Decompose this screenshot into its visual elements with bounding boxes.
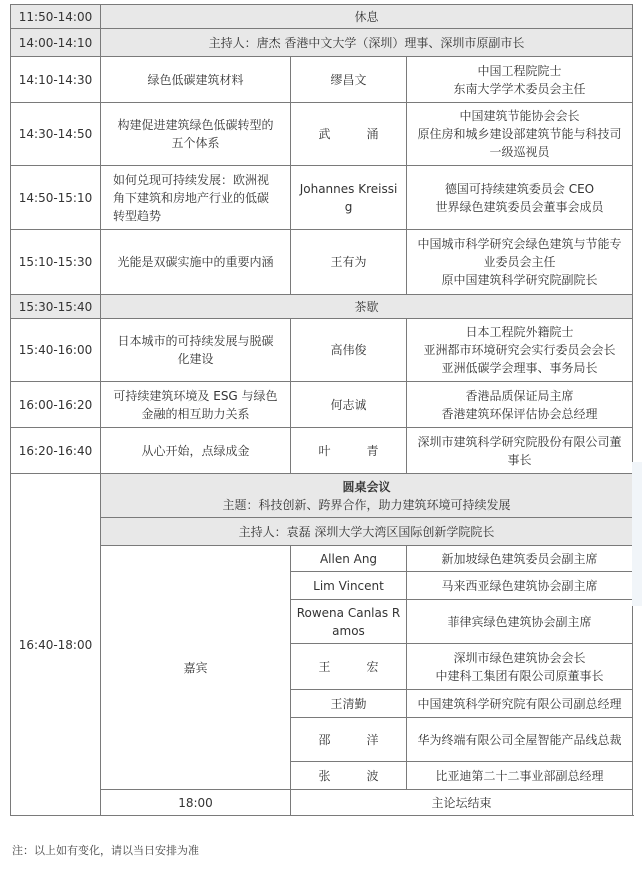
time-cell: 18:00 — [101, 790, 291, 816]
speaker-cell: 王有为 — [291, 230, 407, 295]
speaker-title-cell: 日本工程院外籍院士 亚洲都市环境研究会实行委员会会长 亚洲低碳学会理事、事务局长 — [407, 319, 633, 382]
speaker-title-cell: 中国工程院院士 东南大学学术委员会主任 — [407, 57, 633, 103]
guest-name-cell — [291, 762, 407, 790]
guest-title-cell: 深圳市绿色建筑协会会长 中建科工集团有限公司原董事长 — [407, 644, 633, 690]
footnote: 注：以上如有变化，请以当日安排为准 — [12, 844, 199, 857]
schedule-row-talk — [11, 103, 633, 166]
guest-name: 王 宏 — [318, 659, 391, 674]
schedule-row-host — [11, 29, 633, 57]
speaker-cell: 何志诚 — [291, 382, 407, 428]
session-cell: 休息 — [101, 5, 633, 29]
guest-name-cell: 王清勤 — [291, 690, 407, 718]
roundtable-header-row — [11, 474, 633, 518]
schedule-row-talk — [11, 382, 633, 428]
page-edge-decoration — [632, 462, 642, 606]
speaker-cell: Johannes Kreissig — [291, 166, 407, 230]
schedule-row-talk — [11, 428, 633, 474]
time-cell: 14:50-15:10 — [11, 166, 101, 230]
speaker-title-cell: 中国建筑节能协会会长 原住房和城乡建设部建筑节能与科技司一级巡视员 — [407, 103, 633, 166]
host-cell: 主持人：袁磊 深圳大学大湾区国际创新学院院长 — [101, 518, 633, 546]
topic-cell: 如何兑现可持续发展：欧洲视角下建筑和房地产行业的低碳转型趋势 — [101, 166, 291, 230]
time-cell: 14:00-14:10 — [11, 29, 101, 57]
guest-name-cell: Lim Vincent — [291, 572, 407, 600]
speaker-title-cell: 深圳市建筑科学研究院股份有限公司董事长 — [407, 428, 633, 474]
topic-cell: 光能是双碳实施中的重要内涵 — [101, 230, 291, 295]
time-cell: 16:40-18:00 — [11, 474, 101, 816]
guest-row — [11, 546, 633, 572]
guest-name-cell — [291, 644, 407, 690]
guest-title-cell: 马来西亚绿色建筑协会副主席 — [407, 572, 633, 600]
time-cell: 14:10-14:30 — [11, 57, 101, 103]
guest-name-cell: Rowena Canlas Ramos — [291, 600, 407, 644]
schedule-row-talk — [11, 319, 633, 382]
topic-cell: 可持续建筑环境及 ESG 与绿色金融的相互助力关系 — [101, 382, 291, 428]
host-cell: 主持人：唐杰 香港中文大学（深圳）理事、深圳市原副市长 — [101, 29, 633, 57]
speaker-cell: 高伟俊 — [291, 319, 407, 382]
schedule-row-break — [11, 295, 633, 319]
time-cell: 15:10-15:30 — [11, 230, 101, 295]
guest-name-cell — [291, 718, 407, 762]
speaker-title-cell: 香港品质保证局主席 香港建筑环保评估协会总经理 — [407, 382, 633, 428]
speaker-cell: 缪昌文 — [291, 57, 407, 103]
speaker-name: 武 涌 — [318, 127, 391, 141]
schedule-row-break — [11, 5, 633, 29]
time-cell: 15:30-15:40 — [11, 295, 101, 319]
time-cell: 11:50-14:00 — [11, 5, 101, 29]
time-cell: 16:00-16:20 — [11, 382, 101, 428]
schedule-row-talk — [11, 230, 633, 295]
roundtable-heading: 圆桌会议 — [342, 479, 391, 494]
schedule-row-closing — [11, 790, 633, 816]
time-cell: 15:40-16:00 — [11, 319, 101, 382]
time-cell: 16:20-16:40 — [11, 428, 101, 474]
speaker-cell — [291, 103, 407, 166]
roundtable-theme: 主题：科技创新、跨界合作，助力建筑环境可持续发展 — [222, 497, 511, 512]
guest-title-cell: 新加坡绿色建筑委员会副主席 — [407, 546, 633, 572]
session-cell: 主论坛结束 — [291, 790, 633, 816]
speaker-title-cell: 中国城市科学研究会绿色建筑与节能专业委员会主任 原中国建筑科学研究院副院长 — [407, 230, 633, 295]
guest-label-cell: 嘉宾 — [101, 546, 291, 790]
session-cell: 茶歇 — [101, 295, 633, 319]
time-cell: 14:30-14:50 — [11, 103, 101, 166]
schedule-table — [10, 4, 633, 816]
topic-cell: 日本城市的可持续发展与脱碳化建设 — [101, 319, 291, 382]
guest-title-cell: 中国建筑科学研究院有限公司副总经理 — [407, 690, 633, 718]
speaker-cell — [291, 428, 407, 474]
guest-title-cell: 比亚迪第二十二事业部副总经理 — [407, 762, 633, 790]
guest-title-cell: 华为终端有限公司全屋智能产品线总裁 — [407, 718, 633, 762]
speaker-title-cell: 德国可持续建筑委员会 CEO 世界绿色建筑委员会董事会成员 — [407, 166, 633, 230]
guest-name-cell: Allen Ang — [291, 546, 407, 572]
roundtable-host-row — [11, 518, 633, 546]
schedule-row-talk — [11, 57, 633, 103]
topic-cell: 构建促进建筑绿色低碳转型的五个体系 — [101, 103, 291, 166]
guest-title-cell: 菲律宾绿色建筑协会副主席 — [407, 600, 633, 644]
topic-cell: 从心开始，点绿成金 — [101, 428, 291, 474]
guest-name: 邵 洋 — [318, 732, 391, 747]
roundtable-header-cell — [101, 474, 633, 518]
topic-cell: 绿色低碳建筑材料 — [101, 57, 291, 103]
schedule-row-talk — [11, 166, 633, 230]
speaker-name: 叶 青 — [318, 443, 391, 458]
guest-name: 张 波 — [318, 768, 391, 783]
